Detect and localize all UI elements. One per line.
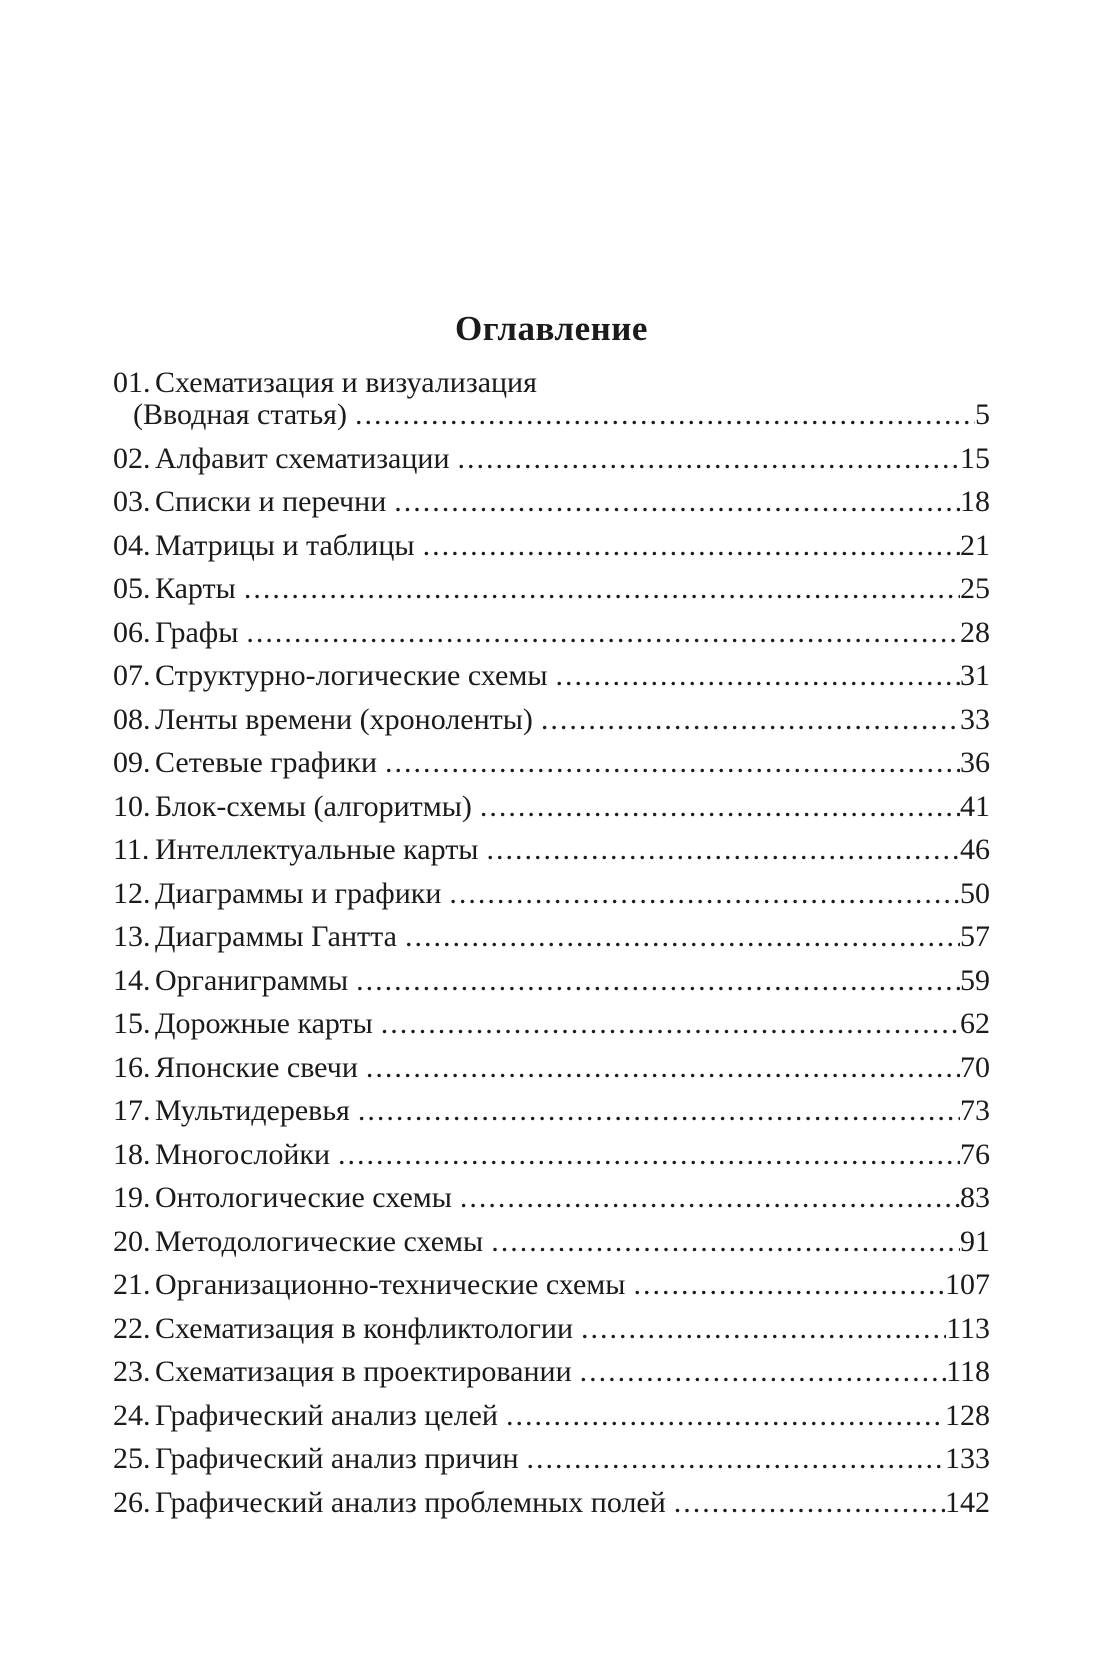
dot-leader [478,834,960,866]
toc-entry-title: Органиграммы [155,963,349,997]
dot-leader [548,660,960,692]
toc-entry [113,530,990,562]
toc-entry-number: 03. [113,485,151,518]
dot-leader [666,1487,945,1519]
toc-entry-page: 5 [975,398,990,431]
toc-entry [113,878,990,910]
toc-entry-title: Ленты времени (хроноленты) [155,702,533,736]
toc-entry-number: 15. [113,1007,151,1040]
toc-entry-title: Структурно-логические схемы [155,659,548,692]
dot-leader [236,573,960,605]
toc-entry-title: Сетевые графики [155,746,377,779]
toc-entry-number: 10. [113,789,151,823]
dot-leader [625,1269,945,1301]
toc-entry [113,747,990,779]
toc-entry-title: Матрицы и таблицы [155,528,415,562]
toc-entry-page: 73 [960,1094,990,1127]
toc-entry-number: 11. [113,833,150,866]
toc-entry-page: 15 [960,441,990,475]
toc-entry-page: 142 [945,1485,990,1519]
toc-entry-title: Блок-схемы (алгоритмы) [155,789,472,823]
dot-leader [450,443,960,475]
toc-entry [113,965,990,997]
toc-entry-page: 91 [960,1224,990,1258]
toc-entry-title: Графы [155,615,239,649]
toc-entry [113,573,990,605]
dot-leader [358,1052,960,1084]
toc-entry-page: 83 [960,1181,990,1214]
toc-list [113,367,990,1519]
toc-entry-number: 23. [113,1355,151,1388]
dot-leader [498,1400,945,1432]
toc-entry-subtitle: (Вводная статья) [133,398,347,431]
toc-entry-title: Методологические схемы [155,1224,484,1258]
toc-entry [113,1269,990,1301]
toc-entry-title: Диаграммы Гантта [155,920,397,953]
toc-entry-page: 18 [960,485,990,518]
dot-leader [377,747,960,779]
toc-entry-number: 12. [113,876,151,910]
toc-entry-page: 33 [960,702,990,736]
toc-entry-title: Карты [155,572,236,605]
dot-leader [441,878,960,910]
toc-entry-page: 128 [945,1398,990,1432]
toc-entry [113,1356,990,1388]
toc-entry [113,367,990,431]
toc-entry-number: 25. [113,1442,151,1475]
dot-leader [452,1182,960,1214]
toc-entry-page: 76 [960,1137,990,1171]
toc-entry-page: 57 [960,920,990,953]
toc-entry-title: Графический анализ причин [155,1442,519,1475]
toc-entry-number: 02. [113,441,151,475]
toc-entry-title: Японские свечи [155,1050,358,1084]
toc-entry-number: 09. [113,746,151,779]
toc-entry-line2 [113,399,990,431]
toc-entry-page: 113 [946,1311,990,1345]
toc-entry-title: Организационно-технические схемы [155,1268,626,1301]
toc-entry-number: 14. [113,963,151,997]
dot-leader [519,1443,945,1475]
toc-entry [113,1226,990,1258]
toc-entry-title: Диаграммы и графики [155,876,442,910]
dot-leader [483,1226,960,1258]
toc-entry-title: Списки и перечни [155,485,387,518]
toc-entry-number: 21. [113,1268,151,1301]
toc-entry [113,704,990,736]
toc-entry-title: Интеллектуальные карты [155,833,479,866]
toc-entry-title: Алфавит схематизации [155,441,450,475]
toc-entry [113,1400,990,1432]
toc-entry-number: 18. [113,1137,151,1171]
dot-leader [533,704,960,736]
dot-leader [238,617,960,649]
toc-entry-number: 20. [113,1224,151,1258]
toc-entry-title: Схематизация в конфликтологии [155,1311,574,1345]
dot-leader [472,791,960,823]
dot-leader [573,1313,946,1345]
toc-entry-page: 50 [960,876,990,910]
toc-entry [113,443,990,475]
dot-leader [397,921,960,953]
toc-entry [113,834,990,866]
toc-entry [113,617,990,649]
dot-leader [386,486,960,518]
toc-entry-number: 01. [113,366,151,399]
toc-entry-page: 62 [960,1007,990,1040]
toc-entry [113,486,990,518]
toc-entry-title: Схематизация в проектировании [155,1355,572,1388]
toc-entry-number: 04. [113,528,151,562]
page-title: Оглавление [455,309,648,348]
toc-entry [113,1052,990,1084]
toc-entry-page: 41 [960,789,990,823]
toc-entry [113,1139,990,1171]
toc-entry-number: 19. [113,1181,151,1214]
dot-leader [347,399,975,431]
toc-entry-title: Дорожные карты [155,1007,373,1040]
toc-entry-page: 31 [960,659,990,692]
toc-entry [113,921,990,953]
toc-entry [113,791,990,823]
toc-entry-number: 24. [113,1398,151,1432]
dot-leader [572,1356,946,1388]
toc-entry-page: 70 [960,1050,990,1084]
toc-entry-title: Онтологические схемы [155,1181,452,1214]
toc-entry-page: 46 [960,833,990,866]
toc-entry [113,1313,990,1345]
toc-entry-title: Многослойки [155,1137,331,1171]
toc-entry-number: 07. [113,659,151,692]
toc-entry-page: 133 [945,1442,990,1475]
toc-entry-title: Графический анализ целей [155,1398,498,1432]
dot-leader [348,965,960,997]
toc-entry-number: 05. [113,572,151,605]
toc-entry-number: 26. [113,1485,151,1519]
toc-entry [113,1095,990,1127]
dot-leader [330,1139,960,1171]
toc-entry-page: 28 [960,615,990,649]
toc-entry-page: 107 [945,1268,990,1301]
toc-entry-title: Графический анализ проблемных полей [155,1485,666,1519]
toc-entry-page: 21 [960,528,990,562]
toc-entry-number: 13. [113,920,151,953]
toc-entry [113,1182,990,1214]
toc-entry-title: Схематизация и визуализация [155,366,537,399]
toc-entry-number: 17. [113,1094,151,1127]
toc-entry-page: 118 [946,1355,990,1388]
toc-entry-page: 59 [960,963,990,997]
toc-entry-title: Мультидеревья [155,1094,350,1127]
toc-entry-number: 16. [113,1050,151,1084]
toc-entry-number: 22. [113,1311,151,1345]
dot-leader [350,1095,960,1127]
toc-entry-number: 06. [113,615,151,649]
toc-entry [113,1443,990,1475]
toc-entry [113,1008,990,1040]
dot-leader [415,530,960,562]
dot-leader [373,1008,960,1040]
toc-entry-number: 08. [113,702,151,736]
toc-entry-page: 25 [960,572,990,605]
toc-entry-page: 36 [960,746,990,779]
toc-entry-line1 [113,367,990,399]
toc-entry [113,660,990,692]
toc-entry [113,1487,990,1519]
